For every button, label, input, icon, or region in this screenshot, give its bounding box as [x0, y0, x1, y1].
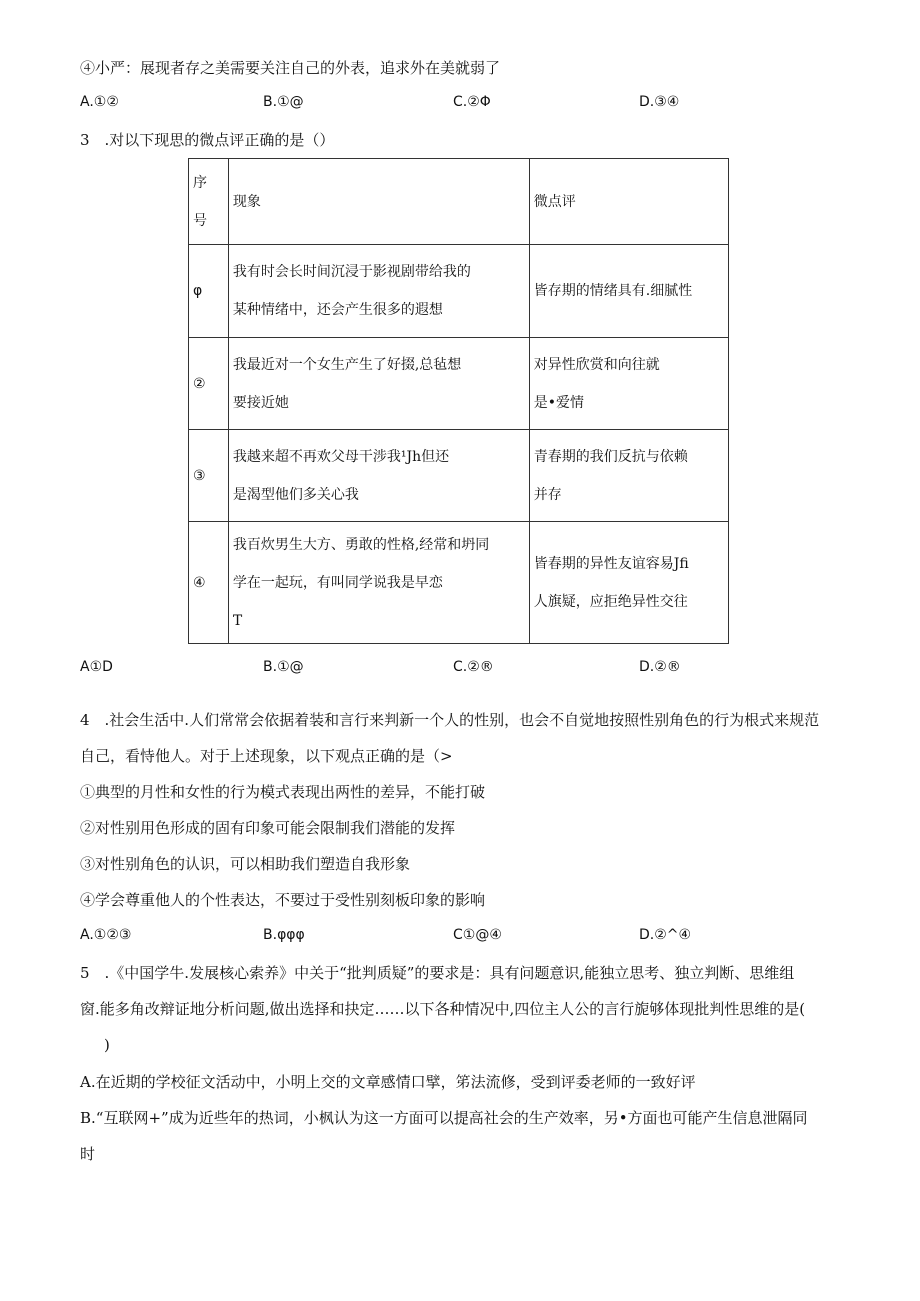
q4-statement-3: ③对性别角色的认识，可以相助我们塑造自我形象	[80, 855, 411, 873]
table-row	[189, 245, 729, 338]
q3-option-a[interactable]: A①D	[80, 659, 113, 675]
q3-table	[188, 158, 729, 644]
q5-option-b-line-1[interactable]: B.“互联网+”成为近些年的热词，小枫认为这一方面可以提高社会的生产效率，另•方面也可能产生信息泄隔同	[80, 1109, 808, 1127]
table-row	[189, 522, 729, 644]
q2-statement-4: ④小严：展现者存之美需要关注自己的外表，追求外在美就弱了	[80, 59, 501, 77]
q5-stem-line-1: 5 .《中国学牛.发展核心索养》中关于“批判质疑”的要求是：具有问题意识,能独立思考、独立判断、思维组	[80, 964, 795, 982]
table-header-row	[189, 159, 729, 245]
row-phenomenon: 我百炊男生大方、勇敢的性格,经常和坍同 学在一起玩，有叫同学说我是早恋 T	[228, 522, 529, 644]
table-row	[189, 338, 729, 430]
q4-option-a[interactable]: A.①②③	[80, 927, 132, 943]
q2-option-d[interactable]: D.③④	[639, 94, 680, 110]
q3-option-d[interactable]: D.②®	[639, 659, 681, 675]
q3-option-c[interactable]: C.②®	[453, 659, 494, 675]
q3-option-b[interactable]: B.①@	[263, 659, 304, 675]
header-phenomenon: 现象	[228, 159, 529, 245]
q5-stem-line-2: 窗.能多角改辩证地分析问题,做出选择和抉定……以下各种情况中,四位主人公的言行旎够体现批判性思维的是(	[80, 1000, 806, 1018]
row-num: ③	[189, 430, 229, 522]
row-comment: 对异性欣赏和向往就 是•爱情	[529, 338, 728, 430]
q4-stem-line-2: 自己，看恃他人。对于上述现象，以下观点正确的是（>	[80, 747, 453, 765]
q2-options	[80, 94, 840, 114]
q5-option-a[interactable]: A.在近期的学校征文活动中，小明上交的文章感情口擘，笫法流修，受到评委老师的一致好评	[80, 1073, 696, 1091]
row-phenomenon: 我有时会长时间沉浸于影视剧带给我的 某种情绪中，还会产生很多的遐想	[228, 245, 529, 338]
q4-statement-2: ②对性别用色形成的固有印象可能会限制我们潜能的发挥	[80, 819, 456, 837]
q4-statement-1: ①典型的月性和女性的行为模式表现出两性的差异，不能打破	[80, 783, 486, 801]
header-num: 序 号	[189, 159, 229, 245]
q3-stem: 3 .对以下现思的微点评正确的是（）	[80, 131, 335, 149]
q4-options	[80, 927, 840, 947]
row-comment: 皆春期的异性友谊容易Jfi 人旗疑，应拒绝异性交往	[529, 522, 728, 644]
row-num: ④	[189, 522, 229, 644]
row-phenomenon: 我最近对一个女生产生了好掇,总毡想 要接近她	[228, 338, 529, 430]
row-num: φ	[189, 245, 229, 338]
q5-stem-line-3: )	[104, 1036, 110, 1054]
q4-stem-line-1: 4 .社会生活中.人们常常会依据着装和言行来判新一个人的性别，也会不自觉地按照性别角色的行为根式来规范	[80, 711, 820, 729]
q5-option-b-line-2: 时	[80, 1145, 96, 1163]
q2-option-b[interactable]: B.①@	[263, 94, 304, 110]
q2-option-a[interactable]: A.①②	[80, 94, 119, 110]
q4-option-b[interactable]: B.φφφ	[263, 927, 305, 943]
q4-option-c[interactable]: C①@④	[453, 927, 502, 943]
q2-option-c[interactable]: C.②Φ	[453, 94, 491, 110]
q3-options	[80, 659, 840, 679]
table-row	[189, 430, 729, 522]
row-phenomenon: 我越来超不再欢父母干涉我¹Jh但还 是渴型他们多关心我	[228, 430, 529, 522]
header-comment: 微点评	[529, 159, 728, 245]
row-comment: 皆存期的情绪具有.细腻性	[529, 245, 728, 338]
row-comment: 青春期的我们反抗与依赖 并存	[529, 430, 728, 522]
q4-statement-4: ④学会尊重他人的个性表达，不要过于受性别刻板印象的影响	[80, 891, 486, 909]
q4-option-d[interactable]: D.②^④	[639, 927, 692, 943]
row-num: ②	[189, 338, 229, 430]
